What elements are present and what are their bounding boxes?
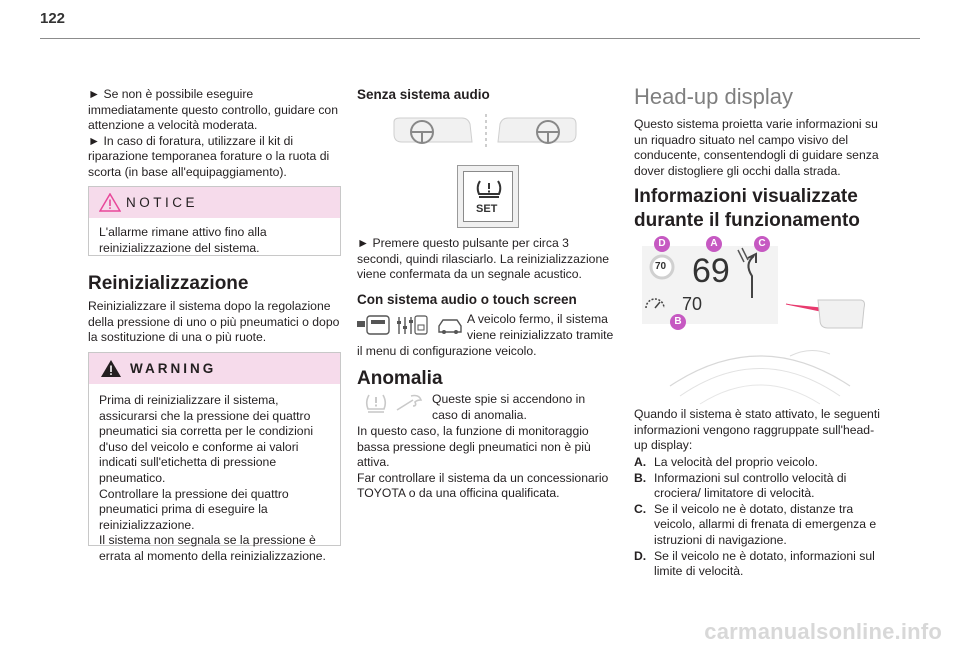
steering-wheel-illustration: [392, 112, 582, 157]
section-title-anomaly: Anomalia: [357, 368, 443, 389]
list-key: B.: [634, 470, 647, 485]
notice-header: [89, 187, 340, 218]
audio-text-short: A veicolo fermo, il sistema viene reinizializzato tramite: [467, 312, 614, 342]
hud-speed-limit-value: 70: [655, 261, 667, 272]
watermark: carmanualsonline.info: [704, 619, 942, 644]
list-item: [634, 455, 894, 471]
section-title-no-audio: Senza sistema audio: [357, 87, 490, 102]
anomaly-paragraph: Far controllare il sistema da un concessionario TOYOTA o da una officina qualificata.: [357, 470, 609, 501]
bullet-line: ► Se non è possibile eseguire immediatamente questo controllo, guidare con attenzione a velocità moderata.: [88, 87, 338, 133]
notice-text: L'allarme rimane attivo fino alla reinizializzazione del sistema.: [99, 225, 267, 255]
header-divider: [40, 38, 920, 39]
section-title-hud: Head-up display: [634, 84, 793, 109]
hud-cruise-value: 70: [682, 294, 703, 314]
hud-marker-a: A: [706, 236, 722, 252]
anomaly-body: [357, 424, 617, 502]
list-text: Se il veicolo ne è dotato, informazioni sul limite di velocità.: [654, 548, 875, 579]
hud-info-list: [634, 455, 894, 580]
list-text: La velocità del proprio veicolo.: [654, 455, 818, 469]
notice-label: NOTICE: [126, 195, 199, 210]
notice-icon: [99, 193, 121, 217]
notice-box: [88, 186, 341, 256]
hud-illustration: [640, 236, 890, 406]
list-text: Informazioni sul controllo velocità di crociera/ limitatore di velocità.: [654, 470, 847, 501]
list-item: [634, 471, 894, 502]
list-key: A.: [634, 455, 647, 469]
hud-intro: Questo sistema proietta varie informazioni su un riquadro situato nel campo visivo del conducente, consentendogli di guidare senza dover distogliere gli occhi dalla strada.: [634, 117, 879, 178]
set-label: SET: [476, 203, 498, 215]
tyre-pressure-icon: [474, 178, 504, 205]
hud-marker-b: B: [670, 314, 686, 330]
warning-text: Il sistema non segnala se la pressione è errata al momento della reinizializzazione.: [99, 533, 326, 563]
hud-speed-value: 69: [692, 252, 730, 290]
section-title-reinit: Reinizializzazione: [88, 273, 249, 294]
section-title-audio: Con sistema audio o touch screen: [357, 292, 577, 307]
list-item: [634, 502, 894, 549]
page-number: 122: [40, 10, 66, 27]
warning-label: WARNING: [130, 361, 217, 376]
warning-header: [89, 353, 340, 384]
column-left-bullets: [88, 87, 338, 181]
press-text: ► Premere questo pulsante per circa 3 secondi, quindi rilasciarlo. La reinizializzazione viene confermata da un segnale acustico.: [357, 236, 610, 282]
bullet-line: ► In caso di foratura, utilizzare il kit di riparazione temporanea forature o la ruota di scorta (in base all'equipaggiamento).: [88, 133, 330, 179]
tyre-set-button: [457, 165, 519, 228]
activated-text: Quando il sistema è stato attivato, le seguenti informazioni vengono raggruppate sull'head-up display:: [634, 407, 880, 453]
anomaly-text-short: Queste spie si accendono in caso di anomalia.: [432, 392, 586, 422]
audio-text-full: il menu di configurazione veicolo.: [357, 344, 537, 358]
anomaly-icons: [365, 392, 427, 421]
warning-text: Prima di reinizializzare il sistema, assicurarsi che la pressione dei quattro pneumatici sia corretta per le condizioni d'uso del veicolo e conforme ai valori indicati sull'etichetta di pressione pneumatico.: [99, 393, 314, 485]
warning-icon: [100, 359, 122, 383]
list-key: C.: [634, 501, 647, 516]
reinit-text: Reinizializzare il sistema dopo la regolazione della pressione di uno o più pneumatici o dopo la sostituzione di una o più ruote.: [88, 299, 340, 345]
hud-marker-c: C: [754, 236, 770, 252]
hud-marker-d: D: [654, 236, 670, 252]
warning-box: [88, 352, 341, 563]
list-text: Se il veicolo ne è dotato, distanze tra veicolo, allarmi di frenata di emergenza e istruzioni di navigazione.: [654, 501, 877, 547]
anomaly-paragraph: In questo caso, la funzione di monitoraggio bassa pressione degli pneumatici non è più attiva.: [357, 424, 591, 470]
set-button-face: [463, 171, 513, 222]
list-item: [634, 549, 894, 580]
warning-text: Controllare la pressione dei quattro pneumatici prima di eseguire la reinizializzazione.: [99, 486, 289, 532]
menu-icons: [357, 312, 465, 345]
section-title-info: Informazioni visualizzate durante il funzionamento: [634, 186, 860, 231]
list-key: D.: [634, 548, 647, 563]
warning-body: [89, 384, 340, 575]
